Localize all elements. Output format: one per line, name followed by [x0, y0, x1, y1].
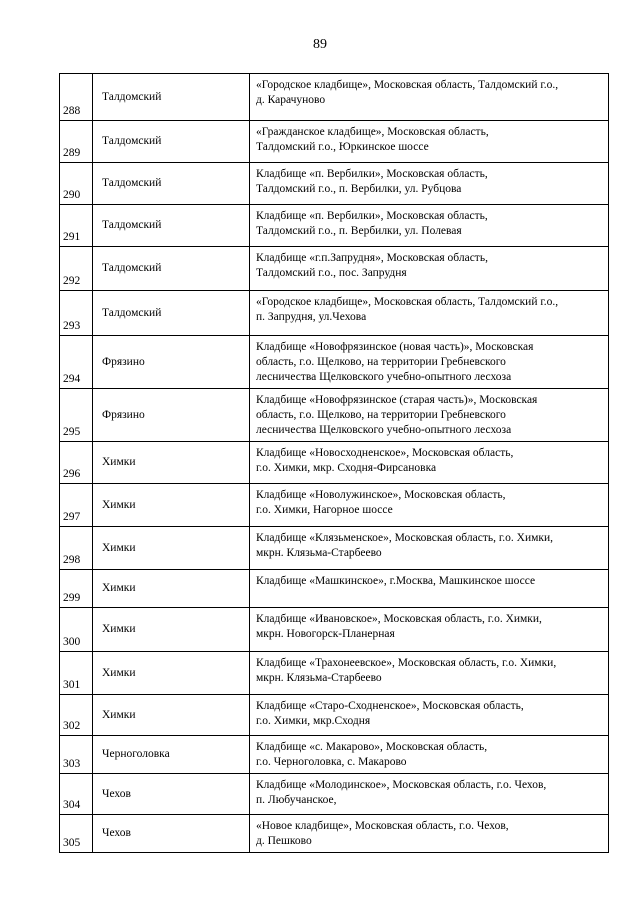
- cemetery-address-cell: [250, 608, 609, 652]
- cemetery-address-cell: [250, 247, 609, 291]
- municipality-cell: Химки: [93, 695, 250, 736]
- table-row: [60, 774, 609, 815]
- cemetery-address-text: Кладбище «Новофрязинское (новая часть)», Московская область, г.о. Щелково, на территории Гребневского лесничества Щелковского учебно-опытного лесхоза: [256, 341, 534, 383]
- cemetery-address-text: «Гражданское кладбище», Московская область, Талдомский г.о., Юркинское шоссе: [256, 126, 489, 153]
- row-number: 304: [60, 774, 93, 815]
- cemetery-address-cell: [250, 121, 609, 163]
- row-number: 298: [60, 527, 93, 570]
- cemetery-address-cell: [250, 774, 609, 815]
- municipality-cell: Талдомский: [93, 163, 250, 205]
- row-number: 300: [60, 608, 93, 652]
- cemetery-address-text: «Городское кладбище», Московская область, Талдомский г.о., п. Запрудня, ул.Чехова: [256, 296, 559, 323]
- table-row: [60, 291, 609, 336]
- cemetery-address-cell: [250, 336, 609, 389]
- table-row: [60, 336, 609, 389]
- row-number: 303: [60, 736, 93, 774]
- municipality-cell: Фрязино: [93, 389, 250, 442]
- cemetery-table: [59, 73, 609, 853]
- table-row: [60, 247, 609, 291]
- cemetery-address-text: Кладбище «Новосходненское», Московская область, г.о. Химки, мкр. Сходня-Фирсановка: [256, 447, 514, 474]
- cemetery-address-cell: [250, 527, 609, 570]
- cemetery-address-text: Кладбище «Молодинское», Московская область, г.о. Чехов, п. Любучанское,: [256, 779, 547, 806]
- cemetery-address-cell: [250, 389, 609, 442]
- table-row: [60, 205, 609, 247]
- cemetery-address-cell: [250, 74, 609, 121]
- row-number: 296: [60, 442, 93, 484]
- row-number: 291: [60, 205, 93, 247]
- municipality-cell: Химки: [93, 527, 250, 570]
- table-row: [60, 695, 609, 736]
- row-number: 289: [60, 121, 93, 163]
- table-row: [60, 74, 609, 121]
- table-row: [60, 570, 609, 608]
- row-number: 297: [60, 484, 93, 527]
- cemetery-address-cell: [250, 570, 609, 608]
- municipality-cell: Чехов: [93, 774, 250, 815]
- row-number: 305: [60, 815, 93, 853]
- cemetery-address-cell: [250, 442, 609, 484]
- row-number: 299: [60, 570, 93, 608]
- municipality-cell: Фрязино: [93, 336, 250, 389]
- table-row: [60, 815, 609, 853]
- cemetery-address-text: Кладбище «Старо-Сходненское», Московская область, г.о. Химки, мкр.Сходня: [256, 700, 524, 727]
- row-number: 288: [60, 74, 93, 121]
- table-row: [60, 484, 609, 527]
- cemetery-address-cell: [250, 205, 609, 247]
- municipality-cell: Талдомский: [93, 121, 250, 163]
- cemetery-address-text: «Городское кладбище», Московская область, Талдомский г.о., д. Карачуново: [256, 79, 559, 106]
- municipality-cell: Химки: [93, 484, 250, 527]
- cemetery-address-cell: [250, 291, 609, 336]
- row-number: 302: [60, 695, 93, 736]
- row-number: 294: [60, 336, 93, 389]
- cemetery-address-text: Кладбище «г.п.Запрудня», Московская область, Талдомский г.о., пос. Запрудня: [256, 252, 488, 279]
- cemetery-address-text: Кладбище «п. Вербилки», Московская область, Талдомский г.о., п. Вербилки, ул. Полевая: [256, 210, 488, 237]
- row-number: 295: [60, 389, 93, 442]
- cemetery-address-text: Кладбище «с. Макарово», Московская область, г.о. Черноголовка, с. Макарово: [256, 741, 488, 768]
- cemetery-address-cell: [250, 163, 609, 205]
- cemetery-address-text: Кладбище «Клязьменское», Московская область, г.о. Химки, мкрн. Клязьма-Старбеево: [256, 532, 553, 559]
- table-row: [60, 121, 609, 163]
- cemetery-address-text: Кладбище «Трахонеевское», Московская область, г.о. Химки, мкрн. Клязьма-Старбеево: [256, 657, 557, 684]
- table-row: [60, 608, 609, 652]
- table-row: [60, 527, 609, 570]
- municipality-cell: Химки: [93, 570, 250, 608]
- table-row: [60, 442, 609, 484]
- cemetery-address-cell: [250, 695, 609, 736]
- cemetery-address-text: Кладбище «Машкинское», г.Москва, Машкинское шоссе: [256, 575, 536, 587]
- cemetery-address-text: Кладбище «Ивановское», Московская область, г.о. Химки, мкрн. Новогорск-Планерная: [256, 613, 542, 640]
- row-number: 301: [60, 652, 93, 695]
- municipality-cell: Химки: [93, 608, 250, 652]
- municipality-cell: Талдомский: [93, 74, 250, 121]
- page-number: 89: [313, 37, 327, 52]
- municipality-cell: Черноголовка: [93, 736, 250, 774]
- municipality-cell: Химки: [93, 652, 250, 695]
- table-body: [60, 74, 609, 853]
- cemetery-address-cell: [250, 652, 609, 695]
- table-row: [60, 652, 609, 695]
- table-row: [60, 163, 609, 205]
- cemetery-address-text: «Новое кладбище», Московская область, г.о. Чехов, д. Пешково: [256, 820, 509, 847]
- municipality-cell: Чехов: [93, 815, 250, 853]
- row-number: 290: [60, 163, 93, 205]
- cemetery-address-cell: [250, 815, 609, 853]
- municipality-cell: Химки: [93, 442, 250, 484]
- cemetery-address-text: Кладбище «Новофрязинское (старая часть)», Московская область, г.о. Щелково, на территории Гребневского лесничества Щелковского учебно-опытного лесхоза: [256, 394, 538, 436]
- table-row: [60, 736, 609, 774]
- row-number: 292: [60, 247, 93, 291]
- cemetery-address-text: Кладбище «п. Вербилки», Московская область, Талдомский г.о., п. Вербилки, ул. Рубцова: [256, 168, 488, 195]
- cemetery-address-cell: [250, 484, 609, 527]
- table-row: [60, 389, 609, 442]
- municipality-cell: Талдомский: [93, 205, 250, 247]
- row-number: 293: [60, 291, 93, 336]
- cemetery-address-cell: [250, 736, 609, 774]
- municipality-cell: Талдомский: [93, 247, 250, 291]
- municipality-cell: Талдомский: [93, 291, 250, 336]
- cemetery-address-text: Кладбище «Новолужинское», Московская область, г.о. Химки, Нагорное шоссе: [256, 489, 506, 516]
